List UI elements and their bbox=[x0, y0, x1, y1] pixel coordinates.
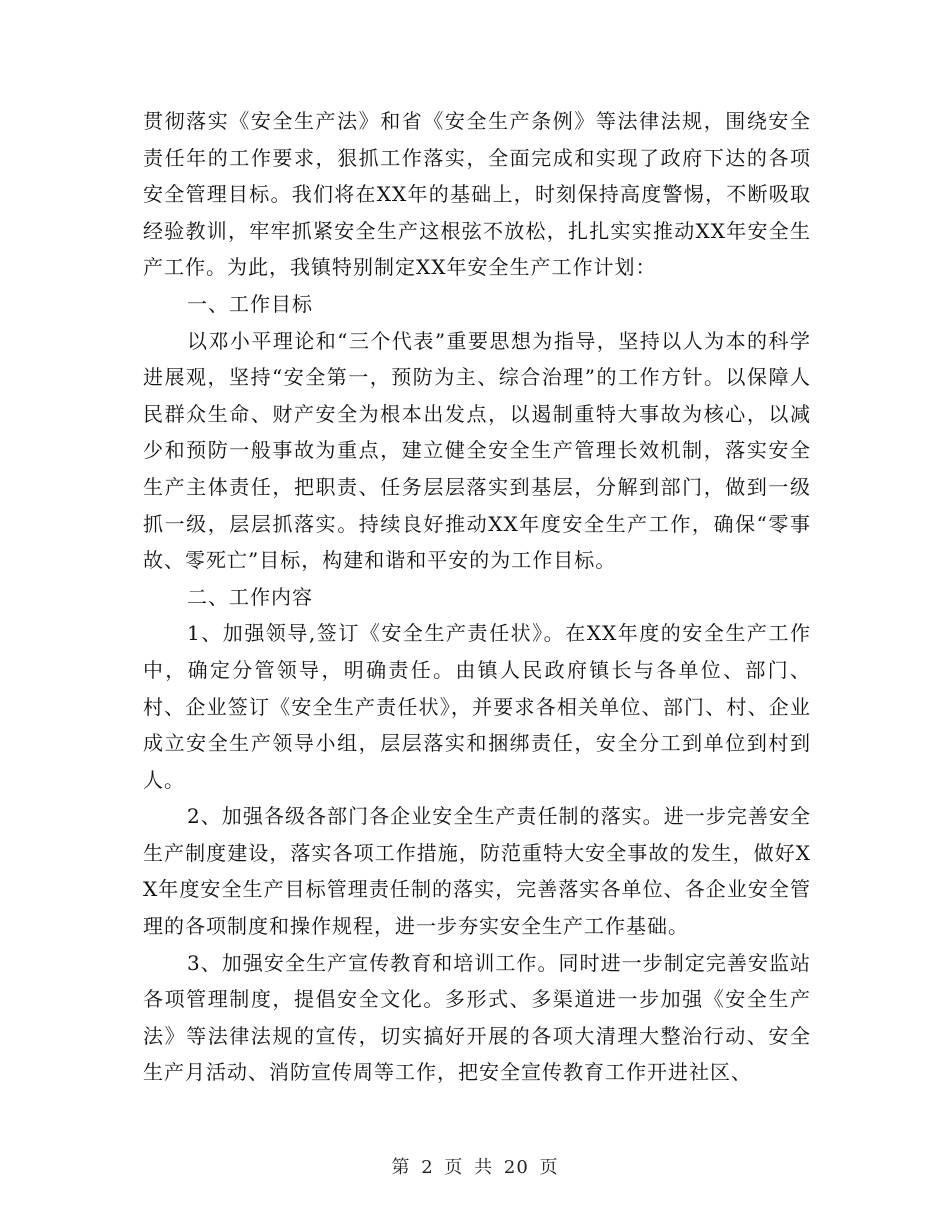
document-body bbox=[143, 103, 811, 1091]
section-heading-goals: 一、工作目标 bbox=[187, 291, 313, 316]
footer-prefix: 第 bbox=[391, 1157, 411, 1178]
footer-total-pages: 20 bbox=[503, 1157, 529, 1178]
footer-page-unit: 页 bbox=[444, 1157, 464, 1178]
paragraph-goals: 以邓小平理论和“三个代表”重要思想为指导，坚持以人为本的科学进展观，坚持“安全第一，预防为主、综合治理”的工作方针。以保障人民群众生命、财产安全为根本出发点，以遏制重特大事故为核心，以减少和预防一般事故为重点，建立健全安全生产管理长效机制，落实安全生产主体责任，把职责、任务层层落实到基层，分解到部门，做到一级抓一级，层层抓落实。持续良好推动XX年度安全生产工作，确保“零事故、零死亡”目标，构建和谐和平安的为工作目标。 bbox=[143, 328, 811, 573]
paragraph-item-1: 1、加强领导,签订《安全生产责任状》。在XX年度的安全生产工作中，确定分管领导，明确责任。由镇人民政府镇长与各单位、部门、村、企业签订《安全生产责任状》，并要求各相关单位、部门、村、企业成立安全生产领导小组，层层落实和捆绑责任，安全分工到单位到村到人。 bbox=[143, 621, 811, 792]
footer-total-label: 共 bbox=[474, 1157, 494, 1178]
paragraph-item-3: 3、加强安全生产宣传教育和培训工作。同时进一步制定完善安监站各项管理制度，提倡安全文化。多形式、多渠道进一步加强《安全生产法》等法律法规的宣传，切实搞好开展的各项大清理大整治行动、安全生产月活动、消防宣传周等工作，把安全宣传教育工作开进社区、 bbox=[143, 950, 811, 1085]
footer-current-page: 2 bbox=[421, 1157, 434, 1178]
page-footer bbox=[0, 1153, 950, 1179]
section-heading-content: 二、工作内容 bbox=[187, 584, 313, 609]
footer-suffix: 页 bbox=[539, 1157, 559, 1178]
paragraph-item-2: 2、加强各级各部门各企业安全生产责任制的落实。进一步完善安全生产制度建设，落实各项工作措施，防范重特大安全事故的发生，做好XX年度安全生产目标管理责任制的落实，完善落实各单位、各企业安全管理的各项制度和操作规程，进一步夯实安全生产工作基础。 bbox=[143, 804, 811, 939]
paragraph-intro: 贯彻落实《安全生产法》和省《安全生产条例》等法律法规，围绕安全责任年的工作要求，狠抓工作落实，全面完成和实现了政府下达的各项安全管理目标。我们将在XX年的基础上，时刻保持高度警惕，不断吸取经验教训，牢牢抓紧安全生产这根弦不放松，扎扎实实推动XX年安全生产工作。为此，我镇特别制定XX年安全生产工作计划： bbox=[143, 109, 811, 280]
